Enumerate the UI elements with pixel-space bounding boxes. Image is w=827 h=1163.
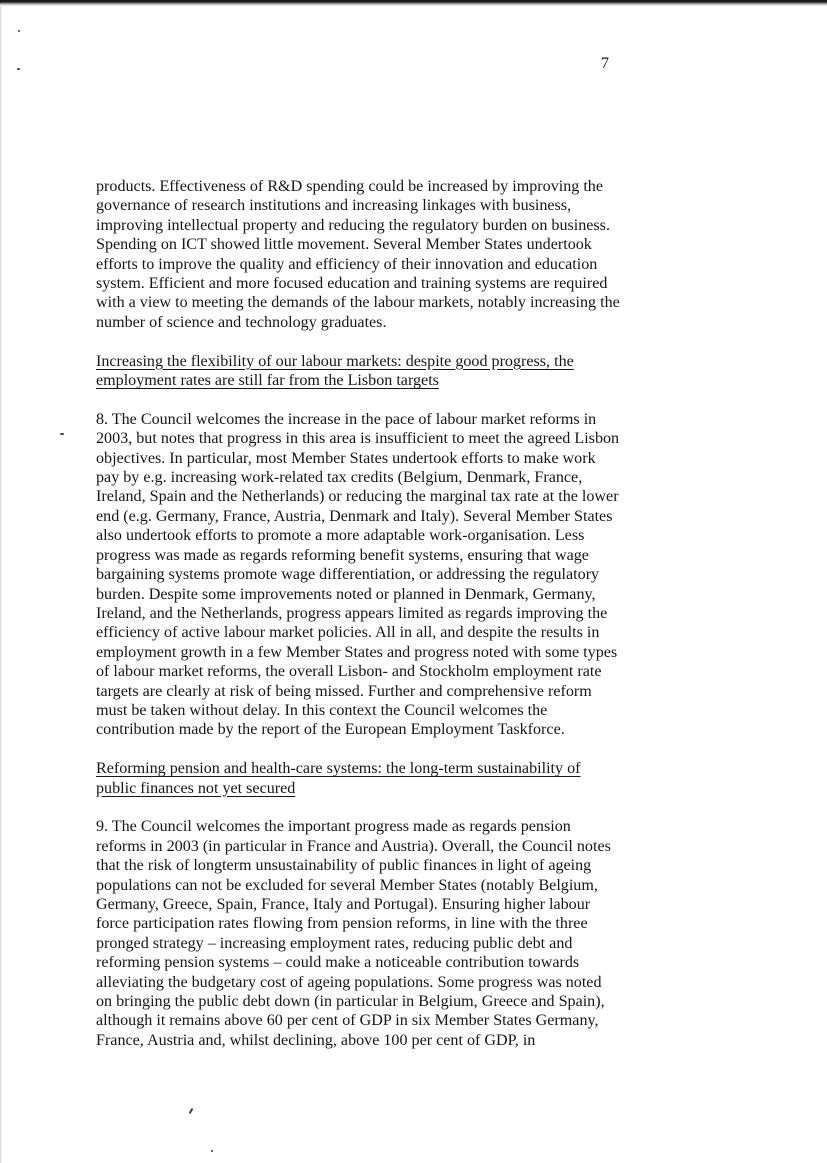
section-heading-labour-markets: Increasing the flexibility of our labour markets: despite good progress, the employment rates are still far from the Lisbon targets [96,352,574,390]
paragraph-gap [96,332,620,351]
paragraph-8: 8. The Council welcomes the increase in the pace of labour market reforms in 2003, but notes that progress in this area is insufficient to meet the agreed Lisbon objectives. In particular, most Member States undertook efforts to make work pay by e.g. increasing work-related tax credits (Belgium, Denmark, France, Ireland, Spain and the Netherlands) or reducing the marginal tax rate at the lower end (e.g. Germany, France, Austria, Denmark and Italy). Several Member States also undertook efforts to promote a more adaptable work-organisation. Less progress was made as regards reforming benefit systems, ensuring that wage bargaining systems promote wage differentiation, or addressing the regulatory burden. Despite some improvements noted or planned in Denmark, Germany, Ireland, and the Netherlands, progress appears limited as regards improving the efficiency of active labour market policies. All in all, and despite the results in employment growth in a few Member States and progress noted with some types of labour market reforms, the overall Lisbon- and Stockholm employment rate targets are clearly at risk of being missed. Further and comprehensive reform must be taken without delay. In this context the Council welcomes the contribution made by the report of the European Employment Taskforce. [96,410,620,739]
section-heading-pension-reform: Reforming pension and health-care systems: the long-term sustainability of public finances not yet secured [96,760,581,797]
paragraph-gap [96,390,620,409]
paragraph-gap [96,798,620,817]
scan-speck [189,1108,194,1114]
intro-paragraph: products. Effectiveness of R&D spending could be increased by improving the governance of research institutions and increasing linkages with business, improving intellectual property and reducing the regulatory burden on business. Spending on ICT showed little movement. Several Member States undertook efforts to improve the quality and efficiency of their innovation and education system. Efficient and more focused education and training systems are required with a view to meeting the demands of the labour markets, notably increasing the number of science and technology graduates. [96,178,620,331]
paragraph-gap [96,740,620,759]
page-number: 7 [601,55,609,72]
scan-speck [17,68,20,70]
scan-speck [18,30,20,32]
paragraph-9: 9. The Council welcomes the important progress made as regards pension reforms in 2003 (in particular in France and Austria). Overall, the Council notes that the risk of longterm unsustainability of public finances in light of ageing populations can not be excluded for several Member States (notably Belgium, Germany, Greece, Spain, France, Italy and Portugal). Ensuring higher labour force participation rates flowing from pension reforms, in line with the three pronged strategy – increasing employment rates, reducing public debt and reforming pension systems – could make a noticeable contribution towards alleviating the budgetary cost of ageing populations. Some progress was noted on bringing the public debt down (in particular in Belgium, Greece and Spain), although it remains above 60 per cent of GDP in six Member States Germany, France, Austria and, whilst declining, above 100 per cent of GDP, in [96,818,611,1049]
scan-speck [60,433,64,435]
document-body [96,177,620,1050]
scan-speck [211,1150,213,1152]
scan-edge-left [0,6,2,1163]
scan-edge-top [0,0,827,6]
